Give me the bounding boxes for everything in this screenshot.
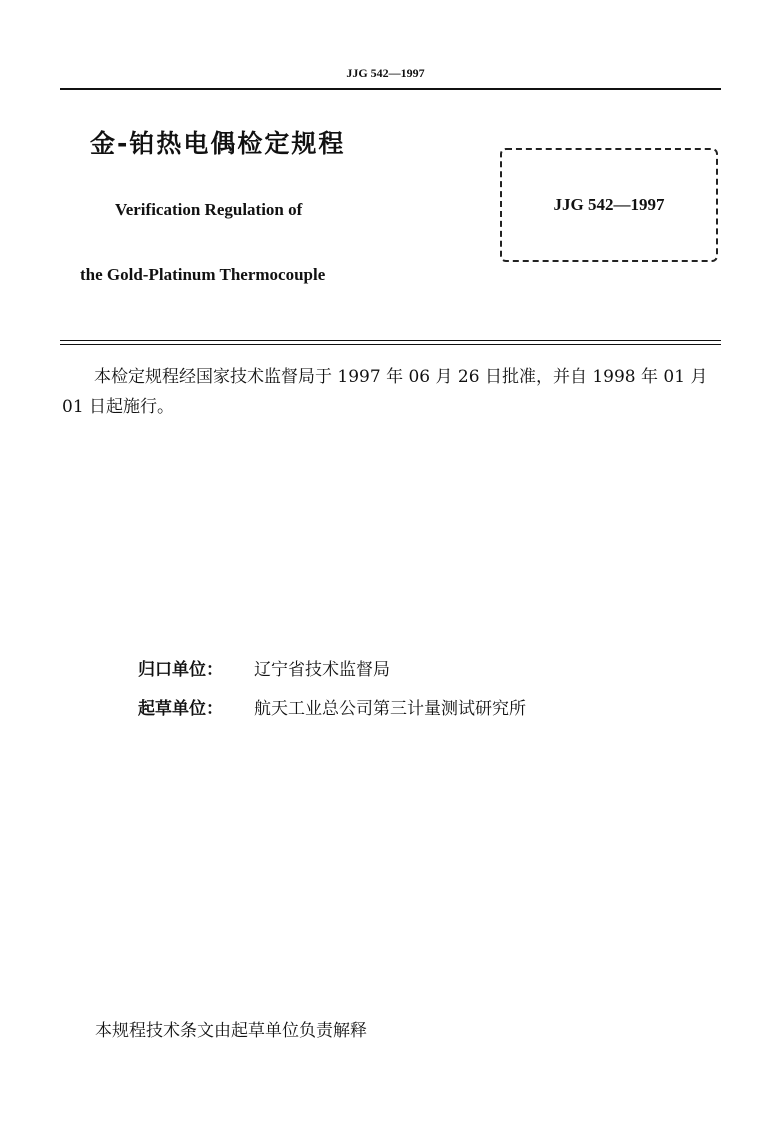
header-rule [60,88,721,90]
standard-code-box [500,148,718,262]
standard-code-box-text: JJG 542—1997 [553,195,665,214]
header-standard-code: JJG 542—1997 [346,66,425,80]
organization-line-drafting [138,694,526,719]
interpretation-note: 本规程技术条文由起草单位负责解释 [95,1021,367,1041]
title-english-line2: the Gold-Platinum Thermocouple [80,265,326,284]
organization-label: 起草单位： [138,699,223,719]
title-chinese: 金-铂热电偶检定规程 [90,129,346,158]
organization-value: 辽宁省技术监督局 [254,660,390,680]
title-rule-bottom [60,344,721,345]
title-english-line1: Verification Regulation of [115,200,303,219]
organization-value: 航天工业总公司第三计量测试研究所 [254,699,526,719]
approval-statement: 本检定规程经国家技术监督局于 1997 年 06 月 26 日批准，并自 1998 年 01 月 01 日起施行。 [62,367,708,417]
title-rule-top [60,340,721,341]
organization-line-responsible [138,655,390,680]
organization-label: 归口单位： [138,660,223,680]
